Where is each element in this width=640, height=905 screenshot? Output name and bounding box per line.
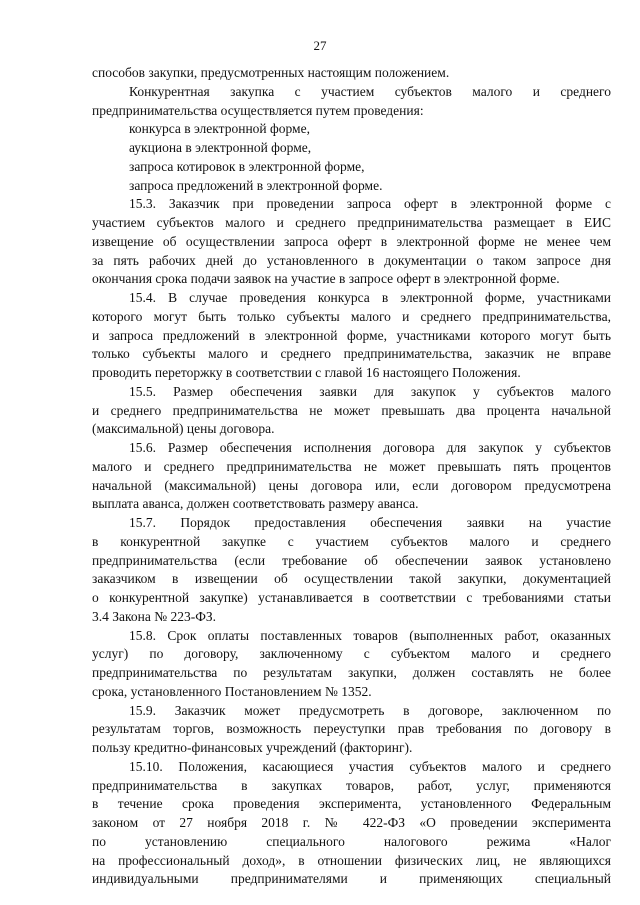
text-line: 15.7. Порядок предоставления обеспечения заявки на участие	[129, 515, 611, 530]
text-line: 15.3. Заказчик при проведении запроса оферт в электронной форме с	[129, 196, 611, 212]
text-line: предпринимательства (если требование об обеспечении заявок установлено	[92, 552, 611, 568]
text-line: 15.6. Размер обеспечения исполнения договора для закупок у субъектов	[129, 440, 611, 455]
document-body	[92, 64, 611, 889]
text-line: индивидуальными предпринимателями и применяющих специальный	[92, 871, 611, 887]
text-line: 15.5. Размер обеспечения заявки для закупок у субъектов малого	[129, 383, 611, 399]
text-line: на профессиональный доход», в отношении физических лиц, не являющихся	[92, 852, 611, 868]
text-line: предпринимательства осуществляется путем проведения:	[92, 102, 424, 118]
text-line: аукциона в электронной форме,	[129, 140, 312, 155]
text-line: проводить переторжку в соответствии с главой 16 настоящего Положения.	[92, 365, 521, 380]
text-line: 3.4 Закона № 223-ФЗ.	[92, 608, 217, 624]
text-line: только субъекты малого и среднего предпринимательства, заказчик не вправе	[92, 346, 611, 362]
text-line: 15.10. Положения, касающиеся участия субъектов малого и среднего	[129, 758, 611, 774]
text-line: предпринимательства по результатам закупки, должен составлять не более	[92, 665, 611, 680]
text-line: конкурса в электронной форме,	[129, 121, 310, 137]
text-line: 15.4. В случае проведения конкурса в электронной форме, участниками	[129, 290, 611, 305]
text-line: в течение срока проведения эксперимента, установленного Федеральным	[92, 796, 611, 812]
text-line: извещение об осуществлении запроса оферт в электронной форме не менее чем	[92, 233, 611, 249]
text-line: запроса предложений в электронной форме.	[129, 177, 383, 193]
text-line: выплата аванса, должен соответствовать размеру аванса.	[92, 496, 419, 512]
text-line: запроса котировок в электронной форме,	[129, 158, 365, 174]
text-line: 15.9. Заказчик может предусмотреть в договоре, заключенном по	[129, 702, 611, 718]
text-line: в конкурентной закупке с участием субъектов малого и среднего	[92, 533, 611, 549]
text-line: заказчиком в извещении об осуществлении такой закупки, документацией	[92, 571, 611, 587]
text-line: начальной (максимальной) цены договора или, если договором предусмотрена	[92, 477, 611, 493]
text-line: 15.8. Срок оплаты поставленных товаров (выполненных работ, оказанных	[129, 627, 611, 643]
text-line: которого могут быть только субъекты малого и среднего предпринимательства,	[92, 308, 611, 324]
text-line: малого и среднего предпринимательства не может превышать пять процентов	[92, 458, 611, 474]
page-number: 27	[313, 38, 327, 53]
text-line: услуг) по договору, заключенному с субъектом малого и среднего	[92, 646, 611, 662]
text-line: и запроса предложений в электронной форме, участниками которого могут быть	[92, 327, 611, 343]
text-line: срока, установленного Постановлением № 1352.	[92, 683, 372, 699]
text-line: способов закупки, предусмотренных настоящим положением.	[92, 65, 450, 80]
text-line: за пять рабочих дней до установленного в документации о таком запросе дня	[92, 252, 611, 268]
text-line: участием субъектов малого и среднего предпринимательства размещает в ЕИС	[92, 215, 611, 230]
text-line: о конкурентной закупке) устанавливается в соответствии с требованиями статьи	[92, 590, 611, 605]
text-line: (максимальной) цены договора.	[92, 421, 275, 437]
text-line: по установлению специального налогового режима «Налог	[92, 833, 611, 849]
text-line: результатам торгов, возможность переуступки прав требования по договору в	[92, 721, 611, 737]
text-line: окончания срока подачи заявок на участие в запросе оферт в электронной форме.	[92, 271, 560, 287]
text-line: Конкурентная закупка с участием субъектов малого и среднего	[129, 83, 611, 99]
text-line: предпринимательства в закупках товаров, работ, услуг, применяются	[92, 777, 611, 793]
text-line: и среднего предпринимательства не может превышать два процента начальной	[92, 402, 611, 418]
text-line: законом от 27 ноября 2018 г. № 422-ФЗ «О проведении эксперимента	[92, 815, 611, 830]
text-line: пользу кредитно-финансовых учреждений (факторинг).	[92, 740, 413, 755]
